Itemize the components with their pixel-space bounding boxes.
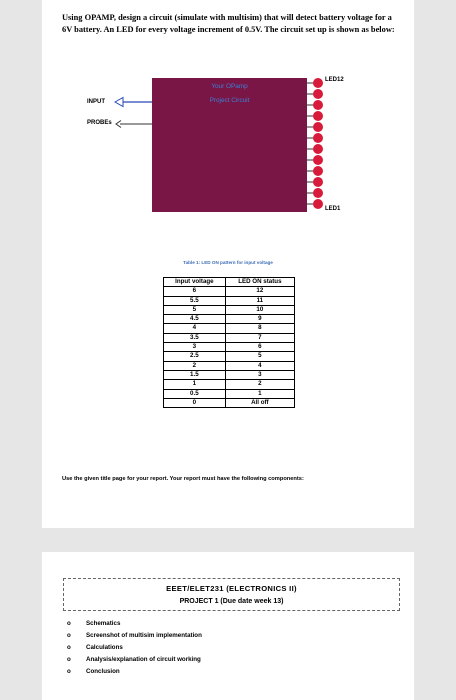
led-6-icon bbox=[313, 144, 323, 154]
table-row bbox=[164, 389, 295, 398]
column-header: Input voltage bbox=[164, 278, 226, 287]
project-title: PROJECT 1 (Due date week 13) bbox=[179, 598, 284, 605]
led-7-icon bbox=[313, 133, 323, 143]
probes-arrow-icon bbox=[116, 121, 152, 128]
bullet-icon: o bbox=[67, 668, 71, 675]
table-row bbox=[164, 380, 295, 389]
table-row bbox=[164, 343, 295, 352]
opamp-circuit-block bbox=[152, 78, 307, 212]
led-8-icon bbox=[313, 122, 323, 132]
document-page-2 bbox=[42, 552, 414, 700]
input-voltage-cell: 5 bbox=[164, 305, 226, 314]
led-status-cell: 10 bbox=[225, 305, 294, 314]
block-label-line2: Project Circuit bbox=[209, 97, 250, 104]
input-voltage-cell: 6 bbox=[164, 287, 226, 296]
table-row bbox=[164, 352, 295, 361]
led-status-cell: 4 bbox=[225, 361, 294, 370]
list-item bbox=[67, 654, 202, 666]
led-9-icon bbox=[313, 111, 323, 121]
table-row bbox=[164, 287, 295, 296]
input-voltage-cell: 2.5 bbox=[164, 352, 226, 361]
led1-label: LED1 bbox=[325, 206, 341, 212]
list-item-label: Conclusion bbox=[86, 668, 120, 675]
led-10-icon bbox=[313, 100, 323, 110]
probes-label: PROBEs bbox=[87, 120, 112, 126]
led-status-cell: 9 bbox=[225, 315, 294, 324]
led-2-icon bbox=[313, 188, 323, 198]
input-label: INPUT bbox=[87, 99, 105, 105]
list-item-label: Schematics bbox=[86, 620, 121, 627]
list-item bbox=[67, 630, 202, 642]
led-4-icon bbox=[313, 166, 323, 176]
table-caption: Table 1: LED ON pattern for input voltage bbox=[183, 260, 273, 265]
table-row bbox=[164, 296, 295, 305]
list-item-label: Calculations bbox=[86, 644, 123, 651]
bullet-icon: o bbox=[67, 656, 71, 663]
led-status-cell: 1 bbox=[225, 389, 294, 398]
input-arrow-icon bbox=[115, 98, 152, 107]
list-item bbox=[67, 666, 202, 678]
led-5-icon bbox=[313, 155, 323, 165]
led-status-cell: 6 bbox=[225, 343, 294, 352]
table-row bbox=[164, 361, 295, 370]
report-requirement-text: Use the given title page for your report. Your report must have the following components: bbox=[62, 476, 304, 482]
column-header: LED ON status bbox=[225, 278, 294, 287]
input-voltage-cell: 5.5 bbox=[164, 296, 226, 305]
block-label-line1: Your OPamp bbox=[211, 83, 248, 90]
bullet-icon: o bbox=[67, 632, 71, 639]
led-1-icon bbox=[313, 199, 323, 209]
table-row bbox=[164, 315, 295, 324]
list-item-label: Screenshot of multisim implementation bbox=[86, 632, 202, 639]
input-voltage-cell: 4.5 bbox=[164, 315, 226, 324]
led-pattern-table bbox=[163, 277, 295, 408]
table-row bbox=[164, 324, 295, 333]
bullet-icon: o bbox=[67, 620, 71, 627]
led-status-cell: 11 bbox=[225, 296, 294, 305]
table-row bbox=[164, 398, 295, 407]
document-page-1 bbox=[42, 0, 414, 528]
problem-statement: Using OPAMP, design a circuit (simulate with multisim) that will detect battery voltage for a 6V battery. An LED for every voltage increment of 0.5V. The circuit set up is shown as below: bbox=[62, 13, 395, 34]
bullet-icon: o bbox=[67, 644, 71, 651]
table-row bbox=[164, 305, 295, 314]
title-page-box bbox=[63, 578, 400, 611]
list-item-label: Analysis/explanation of circuit working bbox=[86, 656, 201, 663]
led12-label: LED12 bbox=[325, 77, 344, 83]
input-voltage-cell: 3.5 bbox=[164, 333, 226, 342]
input-voltage-cell: 1 bbox=[164, 380, 226, 389]
led-11-icon bbox=[313, 89, 323, 99]
input-arrows bbox=[112, 94, 154, 130]
input-voltage-cell: 0.5 bbox=[164, 389, 226, 398]
table-row bbox=[164, 333, 295, 342]
led-12-icon bbox=[313, 78, 323, 88]
list-item bbox=[67, 618, 202, 630]
report-components-list bbox=[67, 618, 202, 678]
led-status-cell: 5 bbox=[225, 352, 294, 361]
input-voltage-cell: 4 bbox=[164, 324, 226, 333]
led-status-cell: 2 bbox=[225, 380, 294, 389]
led-status-cell: 3 bbox=[225, 370, 294, 379]
course-title: EEET/ELET231 (ELECTRONICS II) bbox=[166, 584, 297, 593]
table-header-row bbox=[164, 278, 295, 287]
input-voltage-cell: 3 bbox=[164, 343, 226, 352]
input-voltage-cell: 1.5 bbox=[164, 370, 226, 379]
led-status-cell: All off bbox=[225, 398, 294, 407]
led-status-cell: 7 bbox=[225, 333, 294, 342]
table-row bbox=[164, 370, 295, 379]
input-voltage-cell: 0 bbox=[164, 398, 226, 407]
led-status-cell: 8 bbox=[225, 324, 294, 333]
led-3-icon bbox=[313, 177, 323, 187]
input-voltage-cell: 2 bbox=[164, 361, 226, 370]
list-item bbox=[67, 642, 202, 654]
led-status-cell: 12 bbox=[225, 287, 294, 296]
